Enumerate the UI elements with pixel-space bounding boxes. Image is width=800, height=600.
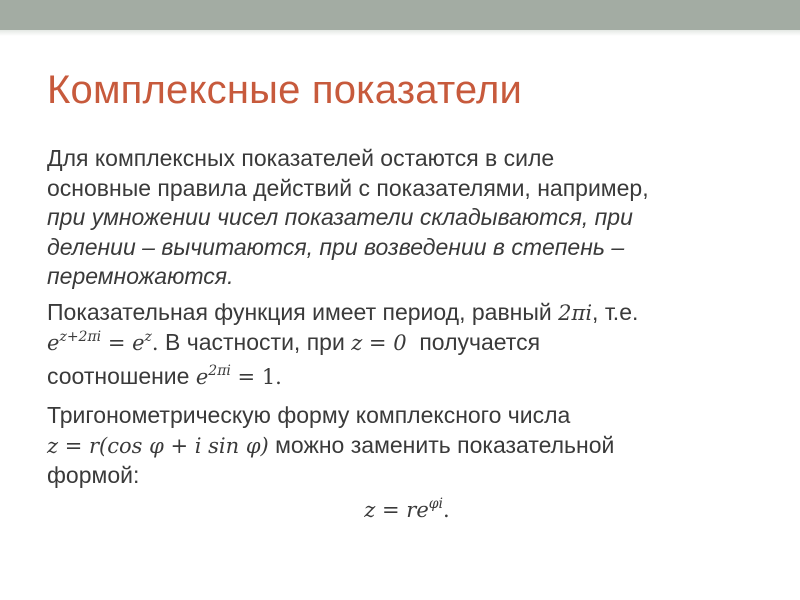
paragraph-period-line-1 [47,298,767,329]
final-lhs: z = re [364,497,429,522]
eq1-equals: = [101,331,133,355]
exponential-form-formula [47,495,767,529]
eq1-exponent-2: z [144,329,152,345]
eq1-end: . [151,331,159,355]
period-value: 2πi [558,300,593,325]
paragraph-exp-line-3: формой: [47,462,140,488]
paragraph-rules-line-1: Для комплексных показателей остаются в силе [47,145,555,171]
paragraph-period-line-3 [47,362,767,396]
slide-top-bar [0,0,800,30]
slide-title: Комплексные показатели [47,68,523,112]
paragraph-rules-line-2: основные правила действий с показателями, например, [47,174,649,201]
trig-form-formula: z = r(cos φ + i sin φ) [47,433,269,458]
period-text-2: , т.е. [592,298,639,325]
slide-top-bar-shadow [0,30,800,36]
paragraph-exponential-form [47,401,767,528]
paragraph-period [47,298,767,396]
eq1-exponent: z+2πi [59,329,102,345]
eq1-base: e [47,331,60,355]
paragraph-rules-line-3: при умножении чисел показатели складываются, при [47,204,633,230]
final-exponent: φi [428,495,444,512]
paragraph-exp-line-2 [47,431,767,462]
final-end: . [443,497,450,522]
paragraph-exp-text-2: можно заменить показательной [268,431,615,458]
paragraph-exp-line-1: Тригонометрическую форму комплексного числа [47,402,571,428]
period-text-1: Показательная функция имеет период, равный [47,298,559,325]
paragraph-rules [47,144,767,292]
paragraph-rules-line-4: делении – вычитаются, при возведении в степень – [47,233,625,260]
eq2-base: e [195,364,209,389]
paragraph-rules-line-5: перемножаются. [47,263,234,289]
period-text-4: получается [406,329,541,355]
eq2-rhs: = 1. [230,364,282,389]
paragraph-period-line-2 [47,328,767,362]
slide-content [47,144,767,534]
period-text-5: соотношение [47,362,196,389]
period-text-3: В частности, при [158,329,352,355]
eq1-base-2: e [132,331,145,355]
eq2-exponent: 2πi [208,362,231,379]
condition-z-zero: z = 0 [351,331,407,355]
